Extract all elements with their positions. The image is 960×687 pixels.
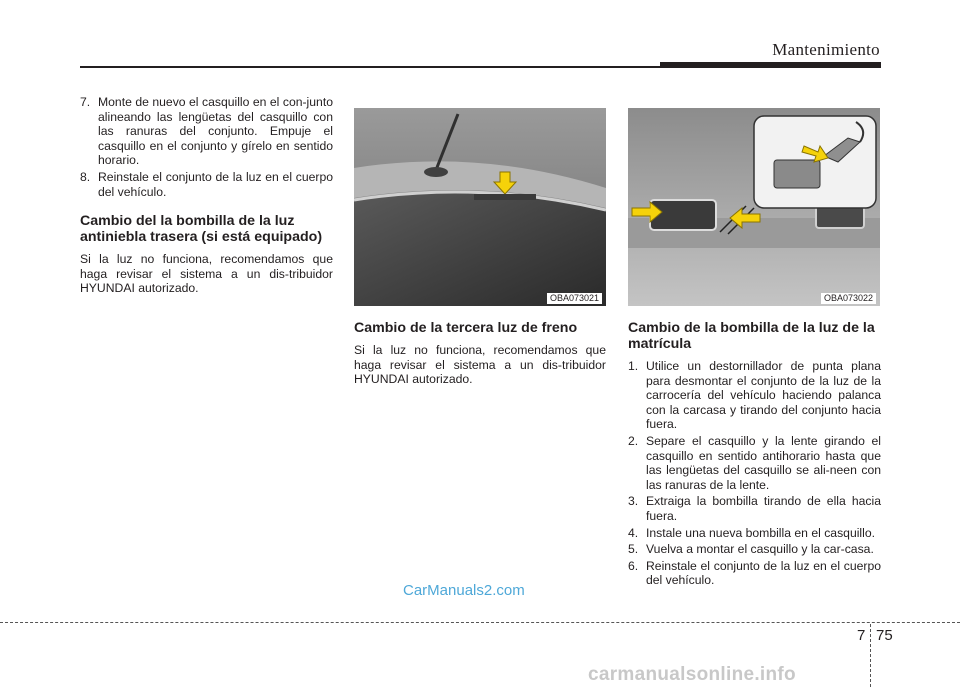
step-text: Extraiga la bombilla tirando de ella hacia fuera. (646, 494, 881, 523)
section-heading-fog-lamp: Cambio del la bombilla de la luz antiniebla trasera (si está equipado) (80, 213, 323, 246)
left-column (80, 95, 333, 296)
step-text: Utilice un destornillador de punta plana para desmontar el conjunto de la luz de la carrocería del vehículo haciendo palanca con la carcasa y tirando del conjunto hacia fuera. (646, 359, 881, 432)
fog-lamp-paragraph: Si la luz no funciona, recomendamos que haga revisar el sistema a un dis-tribuidor HYUNDAI autorizado. (80, 252, 333, 296)
step-number: 4. (628, 525, 639, 540)
section-heading-license-plate: Cambio de la bombilla de la luz de la matrícula (628, 320, 875, 352)
license-plate-light-photo (628, 108, 880, 306)
step-number: 7. (80, 95, 91, 109)
watermark-footer: carmanualsonline.info (588, 664, 796, 685)
watermark-link[interactable]: CarManuals2.com (403, 582, 525, 599)
step-number: 3. (628, 494, 639, 509)
step-text: Monte de nuevo el casquillo en el con-junto alineando las lengüetas del casquillo con las ranuras del conjunto. Empuje el casquillo en el conjunto y gírelo en sentido horario. (98, 95, 333, 168)
image-code: OBA073022 (821, 293, 876, 304)
step-number: 2. (628, 433, 639, 448)
step-text: Separe el casquillo y la lente girando el casquillo en sentido antihorario hasta que las lengüetas del casquillo se ali-neen con las ranuras de la lente. (646, 433, 881, 492)
right-column (628, 108, 881, 590)
image-code: OBA073021 (547, 293, 602, 304)
third-brake-light-photo (354, 108, 606, 306)
step-text: Reinstale el conjunto de la luz en el cuerpo del vehículo. (98, 169, 333, 199)
list-item (628, 359, 881, 432)
header-bar (660, 62, 881, 68)
step-text: Instale una nueva bombilla en el casquillo. (646, 525, 876, 540)
footer-divider (0, 622, 960, 623)
middle-column (354, 108, 606, 387)
step-text: Reinstale el conjunto de la luz en el cuerpo del vehículo. (646, 558, 881, 588)
header-rule (80, 66, 660, 68)
footer-vertical-divider (870, 624, 871, 687)
list-item (80, 170, 333, 199)
step-number: 1. (628, 359, 639, 373)
step-number: 6. (628, 558, 639, 573)
step-number: 8. (80, 169, 91, 184)
list-item (628, 494, 881, 523)
page-number: 75 (876, 627, 893, 644)
third-brake-paragraph: Si la luz no funciona, recomendamos que haga revisar el sistema a un dis-tribuidor HYUNDAI autorizado. (354, 343, 606, 387)
section-heading-third-brake: Cambio de la tercera luz de freno (354, 320, 578, 336)
step-text: Vuelva a montar el casquillo y la car-casa. (646, 542, 874, 557)
step-number: 5. (628, 542, 639, 557)
section-number: 7 (857, 627, 866, 644)
list-item (80, 95, 333, 168)
list-item (628, 542, 881, 557)
list-item (628, 559, 881, 588)
page-header-title: Mantenimiento (772, 40, 880, 59)
list-item (628, 434, 881, 492)
list-item (628, 526, 881, 541)
